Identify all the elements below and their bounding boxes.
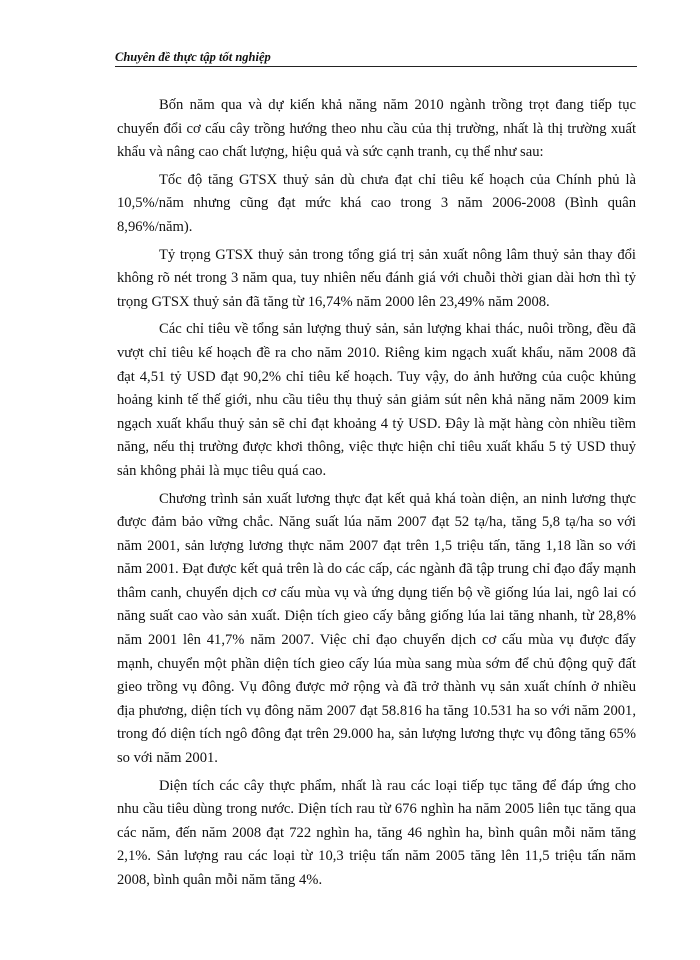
page-header (115, 50, 637, 67)
document-body (117, 94, 636, 897)
paragraph-vegetables: Diện tích các cây thực phẩm, nhất là rau các loại tiếp tục tăng để đáp ứng cho nhu cầu tiêu dùng trong nước. Diện tích rau từ 676 nghìn ha năm 2005 liên tục tăng qua các năm, đến năm 2008 đạt 722 nghìn ha, tăng 46 nghìn ha, bình quân mỗi năm tăng 2,1%. Sản lượng rau các loại từ 10,3 triệu tấn năm 2005 tăng lên 11,5 triệu tấn năm 2008, bình quân mỗi năm tăng 4%. (117, 777, 636, 888)
paragraph-growth-rate: Tốc độ tăng GTSX thuỷ sản dù chưa đạt chỉ tiêu kế hoạch của Chính phủ là 10,5%/năm nhưng cũng đạt mức khá cao trong 3 năm 2006-2008 (Bình quân 8,96%/năm). (117, 171, 636, 235)
paragraph-intro: Bốn năm qua và dự kiến khả năng năm 2010 ngành trồng trọt đang tiếp tục chuyển đổi cơ cấu cây trồng hướng theo nhu cầu của thị trường, nhất là thị trường xuất khẩu và nâng cao chất lượng, hiệu quả và sức cạnh tranh, cụ thể như sau: (117, 97, 636, 161)
header-title: Chuyên đề thực tập tốt nghiệp (115, 50, 271, 64)
paragraph-seafood-share: Tỷ trọng GTSX thuỷ sản trong tổng giá trị sản xuất nông lâm thuỷ sản thay đổi không rõ nét trong 3 năm qua, tuy nhiên nếu đánh giá với chuỗi thời gian dài hơn thì tỷ trọng GTSX thuỷ sản đã tăng từ 16,74% năm 2000 lên 23,49% năm 2008. (117, 246, 636, 310)
paragraph-food-production: Chương trình sản xuất lương thực đạt kết quả khá toàn diện, an ninh lương thực được đảm bảo vững chắc. Năng suất lúa năm 2007 đạt 52 tạ/ha, tăng 5,8 tạ/ha so với năm 2001, sản lượng lương thực năm 2007 đạt trên 1,5 triệu tấn, tăng 1,18 lần so với năm 2001. Đạt được kết quả trên là do các cấp, các ngành đã tập trung chỉ đạo đẩy mạnh thâm canh, chuyển dịch cơ cấu mùa vụ và ứng dụng tiến bộ về giống lúa lai, ngô lai có năng suất cao vào sản xuất. Diện tích gieo cấy bằng giống lúa lai tăng nhanh, từ 28,8% năm 2001 lên 41,7% năm 2007. Việc chỉ đạo chuyển dịch cơ cấu mùa vụ được đẩy mạnh, chuyển một phần diện tích gieo cấy lúa mùa sang mùa sớm để chủ động quỹ đất gieo trồng vụ đông. Vụ đông được mở rộng và đã trở thành vụ sản xuất chính ở nhiều địa phương, diện tích vụ đông năm 2007 đạt 58.816 ha tăng 10.531 ha so với năm 2001, trong đó diện tích ngô đông đạt trên 29.000 ha, sản lượng lương thực vụ đông tăng 65% so với năm 2001. (117, 490, 636, 767)
paragraph-seafood-output: Các chỉ tiêu về tổng sản lượng thuỷ sản, sản lượng khai thác, nuôi trồng, đều đã vượt chỉ tiêu kế hoạch đề ra cho năm 2010. Riêng kim ngạch xuất khẩu, năm 2008 đã đạt 4,51 tỷ USD đạt 90,2% chỉ tiêu kế hoạch. Tuy vậy, do ảnh hưởng của cuộc khủng hoảng kinh tế thế giới, nhu cầu tiêu thụ thuỷ sản giảm sút nên khả năng năm 2009 kim ngạch xuất khẩu thuỷ sản sẽ chỉ đạt khoảng 4 tỷ USD. Đây là mặt hàng còn nhiều tiềm năng, nếu thị trường được khơi thông, việc thực hiện chỉ tiêu xuất khẩu 5 tỷ USD thuỷ sản không phải là mục tiêu quá cao. (117, 321, 636, 479)
